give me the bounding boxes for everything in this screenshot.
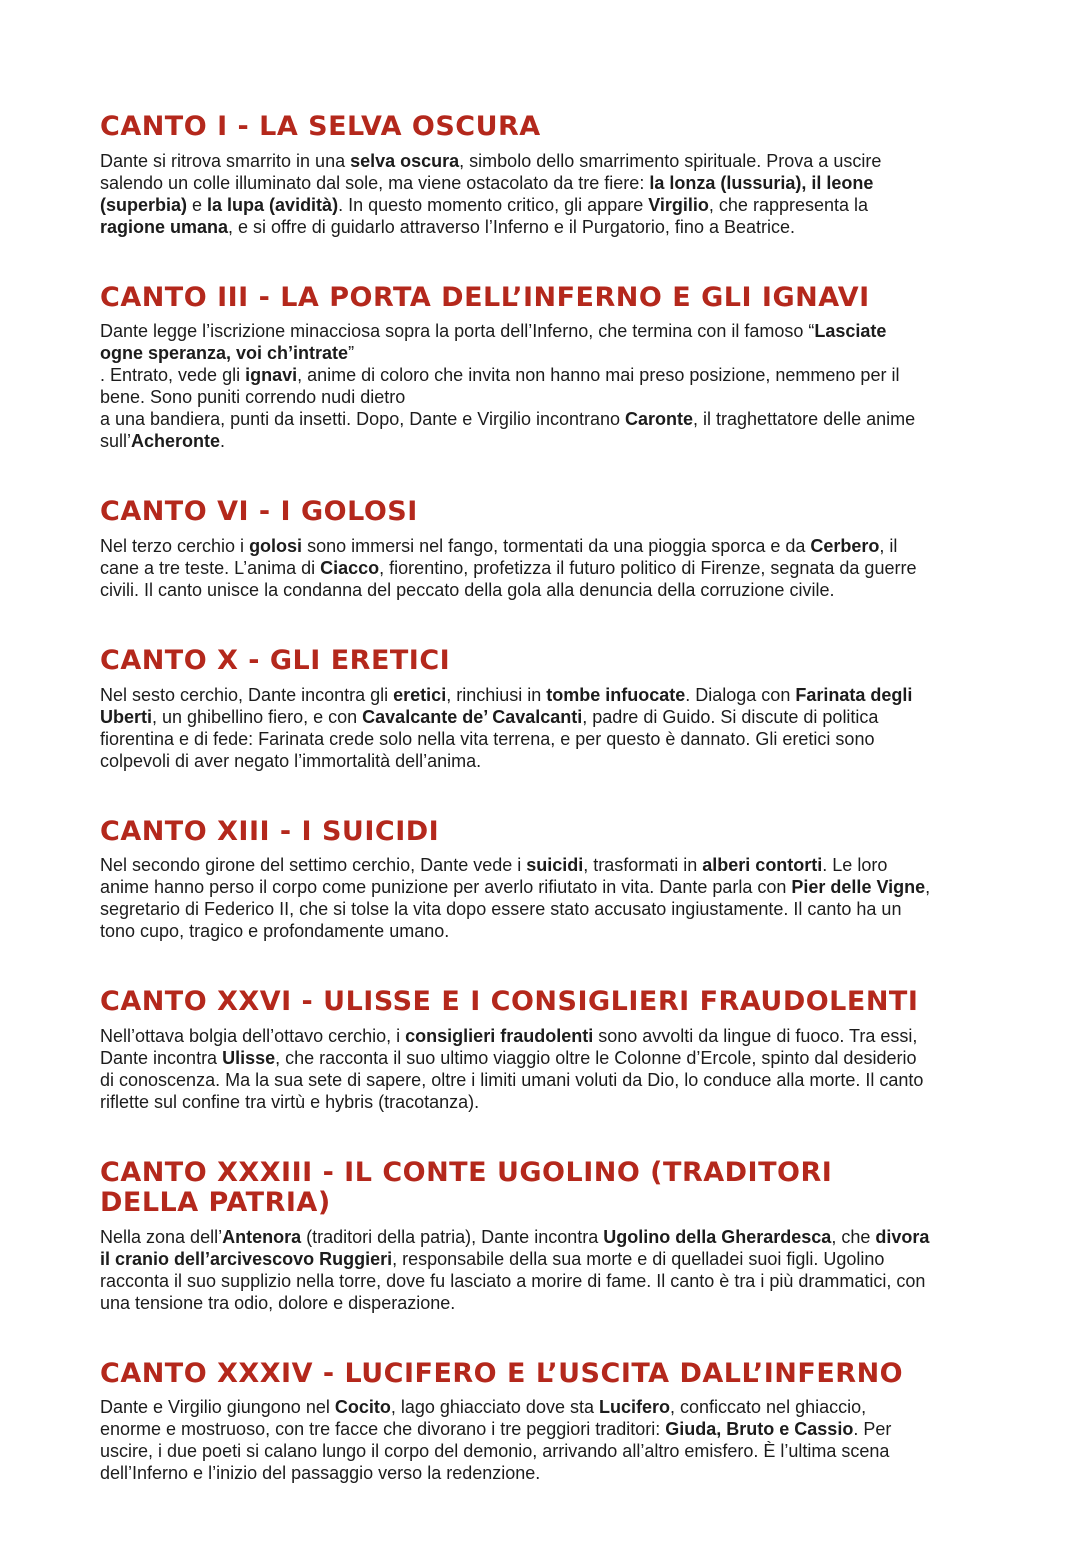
body-text: , simbolo dello smarrimento spirituale. Prova a uscire salendo un colle illuminato dal sole, ma viene ostacolato da tre fiere: [100, 150, 882, 193]
body-text: , il traghettatore delle anime sull’ [100, 409, 916, 452]
body-text: sono avvolti da lingue di fuoco. Tra essi, Dante incontra [100, 1026, 918, 1069]
body-text: , responsabile della sua morte e di quelladei suoi figli. Ugolino racconta il suo supplizio nella torre, dove fu lasciato a morire di fame. Il canto è tra i più drammatici, con una tensione tra odio, dolore e disperazione. [100, 1248, 926, 1313]
body-text: , segretario di Federico II, che si tolse la vita dopo essere stato accusato ingiustamente. Il canto ha un tono cupo, tragico e profondamente umano. [100, 877, 931, 942]
body-text: . Le loro anime hanno perso il corpo come punizione per averlo rifiutato in vita. Dante parla con [100, 855, 888, 898]
body-text: , e si offre di guidarlo attraverso l’Inferno e il Purgatorio, fino a Beatrice. [228, 216, 795, 237]
emphasized-text: Ulisse [222, 1048, 276, 1069]
body-text: sono immersi nel fango, tormentati da una pioggia sporca e da [302, 536, 811, 557]
emphasized-text: divora il cranio dell’arcivescovo Ruggieri [100, 1226, 930, 1269]
body-text: , trasformati in [583, 855, 703, 876]
section-paragraph [100, 535, 932, 601]
emphasized-text: Lasciate ogne speranza, voi ch’intrate [100, 321, 887, 364]
emphasized-text: consiglieri fraudolenti [405, 1026, 594, 1047]
body-text: a una bandiera, punti da insetti. Dopo, Dante e Virgilio incontrano [100, 409, 626, 430]
emphasized-text: Pier delle Vigne [791, 877, 926, 898]
section-paragraph [100, 1226, 932, 1314]
canto-section [100, 987, 932, 1113]
emphasized-text: Virgilio [648, 194, 709, 215]
body-text: Dante e Virgilio giungono nel [100, 1397, 335, 1418]
section-list [100, 112, 932, 1484]
emphasized-text: Ciacco [320, 558, 380, 579]
section-paragraph [100, 150, 932, 238]
body-text: , anime di coloro che invita non hanno mai preso posizione, nemmeno per il bene. Sono puniti correndo nudi dietro [100, 365, 900, 408]
body-text: , il cane a tre teste. L’anima di [100, 536, 898, 579]
body-text: . Dialoga con [685, 684, 796, 705]
body-text: Nell’ottava bolgia dell’ottavo cerchio, i [100, 1026, 406, 1047]
section-paragraph [100, 854, 932, 942]
body-text: , conficcato nel ghiaccio, enorme e mostruoso, con tre facce che divorano i tre peggiori traditori: [100, 1397, 867, 1440]
emphasized-text: tombe infuocate [546, 684, 686, 705]
body-text: , lago ghiacciato dove sta [390, 1397, 599, 1418]
body-text: Nella zona dell’ [100, 1226, 223, 1247]
emphasized-text: Acheronte [131, 431, 221, 452]
emphasized-text: alberi contorti [702, 855, 823, 876]
emphasized-text: Giuda, Bruto e Cassio [665, 1419, 854, 1440]
body-text: , padre di Guido. Si discute di politica fiorentina e di fede: Farinata crede solo nella vita terrena, e per questo è dannato. Gli eretici sono colpevoli di aver negato l’immortalità dell’anima. [100, 706, 879, 771]
emphasized-text: Lucifero [598, 1397, 670, 1418]
section-paragraph [100, 320, 932, 452]
emphasized-text: la lupa (avidità) [207, 194, 339, 215]
emphasized-text: Cocito [334, 1397, 391, 1418]
emphasized-text: selva oscura [350, 150, 460, 171]
section-title: CANTO VI - I GOLOSI [100, 496, 418, 528]
body-text: e [187, 194, 208, 215]
canto-section [100, 646, 932, 772]
emphasized-text: suicidi [526, 855, 584, 876]
body-text: , fiorentino, profetizza il futuro politico di Firenze, segnata da guerre civili. Il canto unisce la condanna del peccato della gola alla denuncia della corruzione civile. [100, 558, 917, 601]
canto-section [100, 497, 932, 601]
emphasized-text: la lonza (lussuria), il leone (superbia) [100, 172, 874, 215]
section-paragraph [100, 684, 932, 772]
body-text: ” [348, 343, 355, 364]
canto-section [100, 112, 932, 238]
section-title: CANTO I - LA SELVA OSCURA [100, 111, 541, 142]
body-text: . In questo momento critico, gli appare [338, 194, 649, 215]
body-text: , un ghibellino fiero, e con [152, 706, 363, 727]
section-title: CANTO XIII - I SUICIDI [100, 815, 440, 847]
emphasized-text: ignavi [245, 365, 298, 386]
emphasized-text: Cavalcante de’ Cavalcanti [362, 706, 583, 727]
section-title: CANTO XXVI - ULISSE E I CONSIGLIERI FRAUDOLENTI [100, 986, 919, 1018]
section-title: CANTO XXXIV - LUCIFERO E L’USCITA DALL’INFERNO [100, 1357, 904, 1389]
body-text: , che rappresenta la [708, 194, 869, 215]
section-title: CANTO XXXIII - IL CONTE UGOLINO (TRADITORI DELLA PATRIA) [100, 1157, 833, 1218]
emphasized-text: golosi [249, 536, 303, 557]
emphasized-text: Caronte [625, 409, 694, 430]
emphasized-text: Cerbero [810, 536, 880, 557]
body-text: (traditori della patria), Dante incontra [301, 1226, 604, 1247]
section-title: CANTO X - GLI ERETICI [100, 645, 451, 677]
body-text: Nel secondo girone del settimo cerchio, Dante vede i [100, 855, 527, 876]
body-text: Nel sesto cerchio, Dante incontra gli [100, 684, 394, 705]
body-text: Dante si ritrova smarrito in una [100, 150, 351, 171]
canto-section [100, 1359, 932, 1485]
body-text: . [220, 431, 226, 452]
emphasized-text: Ugolino della Gherardesca [603, 1226, 832, 1247]
body-text: , rinchiusi in [446, 684, 547, 705]
body-text: , che [831, 1226, 876, 1247]
emphasized-text: eretici [393, 684, 447, 705]
emphasized-text: Antenora [222, 1226, 302, 1247]
body-text: Dante legge l’iscrizione minacciosa sopra la porta dell’Inferno, che termina con il famoso “ [100, 321, 815, 342]
emphasized-text: ragione umana [100, 216, 229, 237]
section-paragraph [100, 1025, 932, 1113]
body-text: Nel terzo cerchio i [100, 536, 250, 557]
body-text: . Per uscire, i due poeti si calano lungo il corpo del demonio, arrivando all’altro emisfero. È l’ultima scena dell’Inferno e l’inizio del passaggio verso la redenzione. [100, 1419, 892, 1484]
body-text: . Entrato, vede gli [100, 365, 246, 386]
canto-section [100, 817, 932, 943]
canto-section [100, 283, 932, 453]
section-title: CANTO III - LA PORTA DELL’INFERNO E GLI IGNAVI [100, 281, 870, 313]
emphasized-text: Farinata degli Uberti [100, 684, 913, 727]
body-text: , che racconta il suo ultimo viaggio oltre le Colonne d’Ercole, spinto dal desiderio di conoscenza. Ma la sua sete di sapere, oltre i limiti umani voluti da Dio, lo conduce alla morte. Il canto riflette sul confine tra virtù e hybris (tracotanza). [100, 1048, 924, 1113]
canto-section [100, 1158, 932, 1313]
section-paragraph [100, 1396, 932, 1484]
